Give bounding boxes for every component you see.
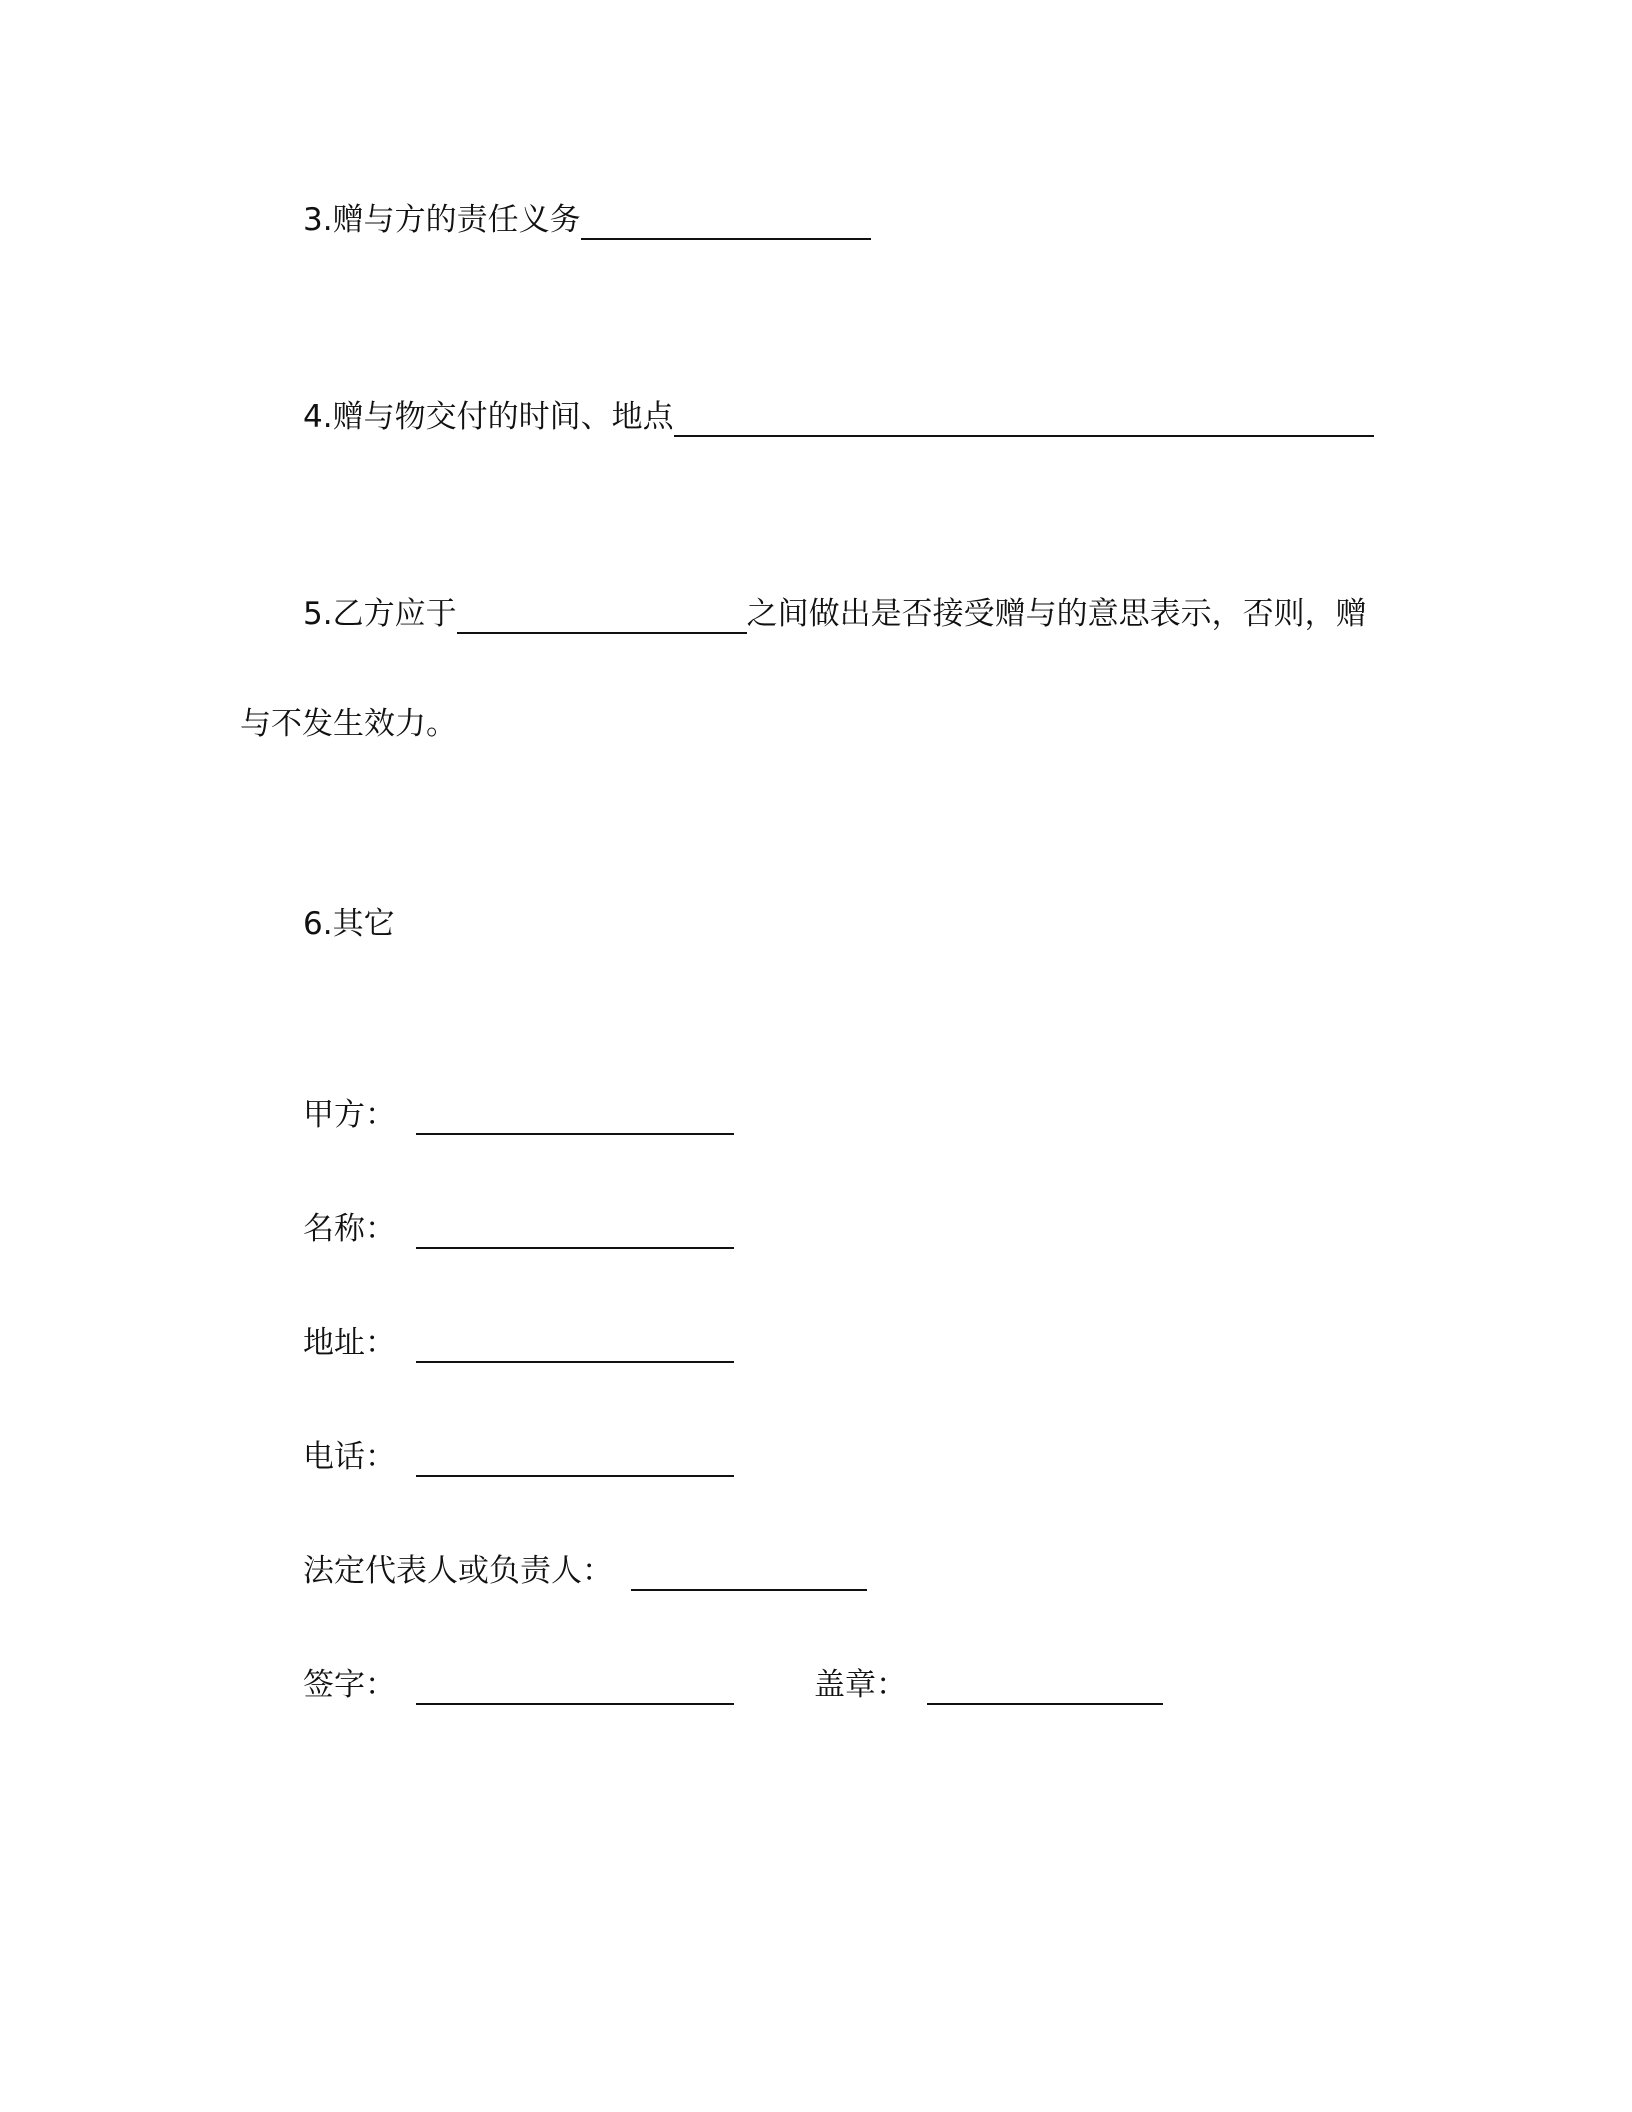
clause-3-blank[interactable] [581, 208, 871, 240]
clause-4 [303, 397, 1374, 437]
party-a-row [303, 1095, 734, 1135]
clause-4-label: 4.赠与物交付的时间、地点 [303, 399, 674, 435]
address-label: 地址： [303, 1325, 396, 1361]
seal-label: 盖章： [814, 1667, 907, 1703]
seal-field[interactable] [927, 1673, 1163, 1705]
clause-5-suffix: 之间做出是否接受赠与的意思表示，否则，赠 [746, 596, 1367, 632]
clause-5-blank[interactable] [457, 602, 747, 634]
clause-4-blank[interactable] [674, 405, 1374, 437]
signature-label: 签字： [303, 1667, 396, 1703]
phone-label: 电话： [303, 1439, 396, 1475]
clause-5-continuation: 与不发生效力。 [240, 706, 457, 742]
name-field[interactable] [416, 1217, 734, 1249]
signature-row [303, 1665, 1163, 1705]
phone-row [303, 1437, 734, 1477]
legal-rep-field[interactable] [631, 1559, 867, 1591]
clause-5-continuation-line [240, 704, 457, 744]
clause-6 [303, 904, 395, 944]
address-field[interactable] [416, 1331, 734, 1363]
party-a-label: 甲方： [303, 1097, 396, 1133]
clause-3 [303, 200, 871, 240]
clause-5-prefix: 5.乙方应于 [303, 596, 457, 632]
address-row [303, 1323, 734, 1363]
legal-rep-row [303, 1551, 867, 1591]
legal-rep-label: 法定代表人或负责人： [303, 1553, 613, 1589]
clause-6-label: 6.其它 [303, 906, 395, 942]
signature-field[interactable] [416, 1673, 734, 1705]
name-row [303, 1209, 734, 1249]
clause-3-label: 3.赠与方的责任义务 [303, 202, 581, 238]
party-a-field[interactable] [416, 1103, 734, 1135]
clause-5 [303, 594, 1367, 634]
phone-field[interactable] [416, 1445, 734, 1477]
name-label: 名称： [303, 1211, 396, 1247]
